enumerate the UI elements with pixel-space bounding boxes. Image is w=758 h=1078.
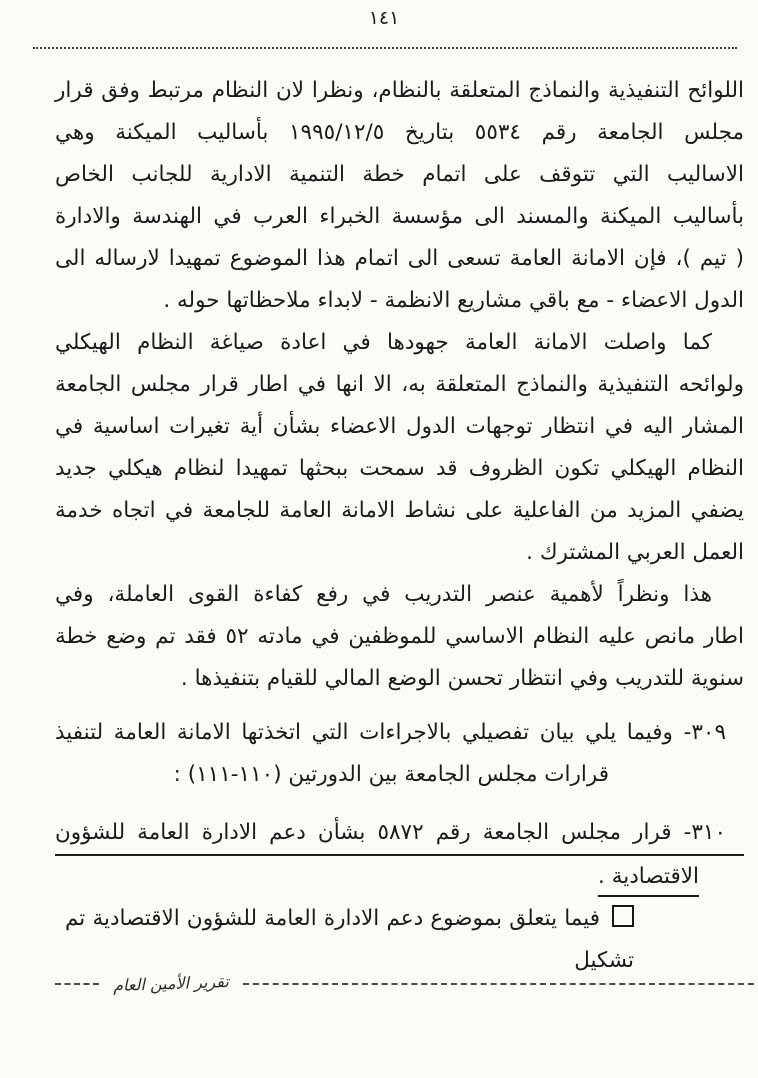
- page-footer: [55, 971, 754, 996]
- body-line: ولوائحه التنفيذية والنماذج المتعلقة به، الا انها في اطار قرار مجلس الجامعة: [55, 372, 744, 397]
- item-309-line-1: ٣٠٩- وفيما يلي بيان تفصيلي بالاجراءات التي اتخذتها الامانة العامة لتنفيذ: [55, 720, 726, 745]
- page-body: [55, 70, 744, 982]
- bullet-text: فيما يتعلق بموضوع دعم الادارة العامة للشؤون الاقتصادية تم تشكيل: [65, 906, 634, 973]
- body-line: يضفي المزيد من الفاعلية على نشاط الامانة العامة للجامعة في اتجاه خدمة: [55, 498, 744, 523]
- item-310-line-1: ٣١٠- قرار مجلس الجامعة رقم ٥٨٧٢ بشأن دعم الادارة العامة للشؤون: [55, 812, 744, 856]
- body-line: الدول الاعضاء - مع باقي مشاريع الانظمة - لابداء ملاحظاتها حوله .: [163, 288, 744, 313]
- body-line: ( تيم )، فإن الامانة العامة تسعى الى اتمام هذا الموضوع تمهيدا لارساله الى: [55, 246, 744, 271]
- item-309-line-2: قرارات مجلس الجامعة بين الدورتين (١١٠-١١١) :: [173, 762, 609, 787]
- header-divider: [33, 47, 737, 49]
- body-line: المشار اليه في انتظار توجهات الدول الاعضاء بشأن أية تغيرات اساسية في: [55, 414, 744, 439]
- spacer: [55, 700, 744, 712]
- body-line: النظام الهيكلي تكون الظروف قد سمحت ببحثها تمهيدا لنظام هيكلي جديد: [55, 456, 744, 481]
- body-line: بأساليب الميكنة والمسند الى مؤسسة الخبراء العرب في الهندسة والادارة: [55, 204, 744, 229]
- spacer: [55, 796, 744, 812]
- body-line: اللوائح التنفيذية والنماذج المتعلقة بالنظام، ونظرا لان النظام مرتبط وفق قرار: [55, 78, 744, 103]
- body-line: كما واصلت الامانة العامة جهودها في اعادة صياغة النظام الهيكلي: [55, 330, 712, 355]
- footer-signature: تقرير الأمين العام: [112, 971, 230, 996]
- body-line: اطار مانص عليه النظام الاساسي للموظفين في مادته ٥٢ فقد تم وضع خطة: [55, 624, 745, 649]
- item-310-line-2: [55, 856, 744, 898]
- body-line: هذا ونظراً لأهمية عنصر التدريب في رفع كفاءة القوى العاملة، وفي: [55, 582, 712, 607]
- underlined-text: الاقتصادية .: [598, 860, 699, 897]
- bullet-item: [55, 898, 744, 982]
- page-number: ١٤١: [368, 7, 400, 29]
- body-line: مجلس الجامعة رقم ٥٥٣٤ بتاريخ ١٩٩٥/١٢/٥ بأساليب الميكنة وهي: [55, 120, 745, 145]
- footer-divider-right: [243, 983, 754, 985]
- footer-divider-left: [55, 983, 99, 985]
- body-line: العمل العربي المشترك .: [526, 540, 744, 565]
- body-line: سنوية للتدريب وفي انتظار تحسن الوضع المالي للقيام بتنفيذها .: [180, 666, 744, 691]
- body-line: الاساليب التي تتوقف على اتمام خطة التنمية الادارية للجانب الخاص: [55, 162, 744, 187]
- checkbox-icon: [612, 905, 634, 927]
